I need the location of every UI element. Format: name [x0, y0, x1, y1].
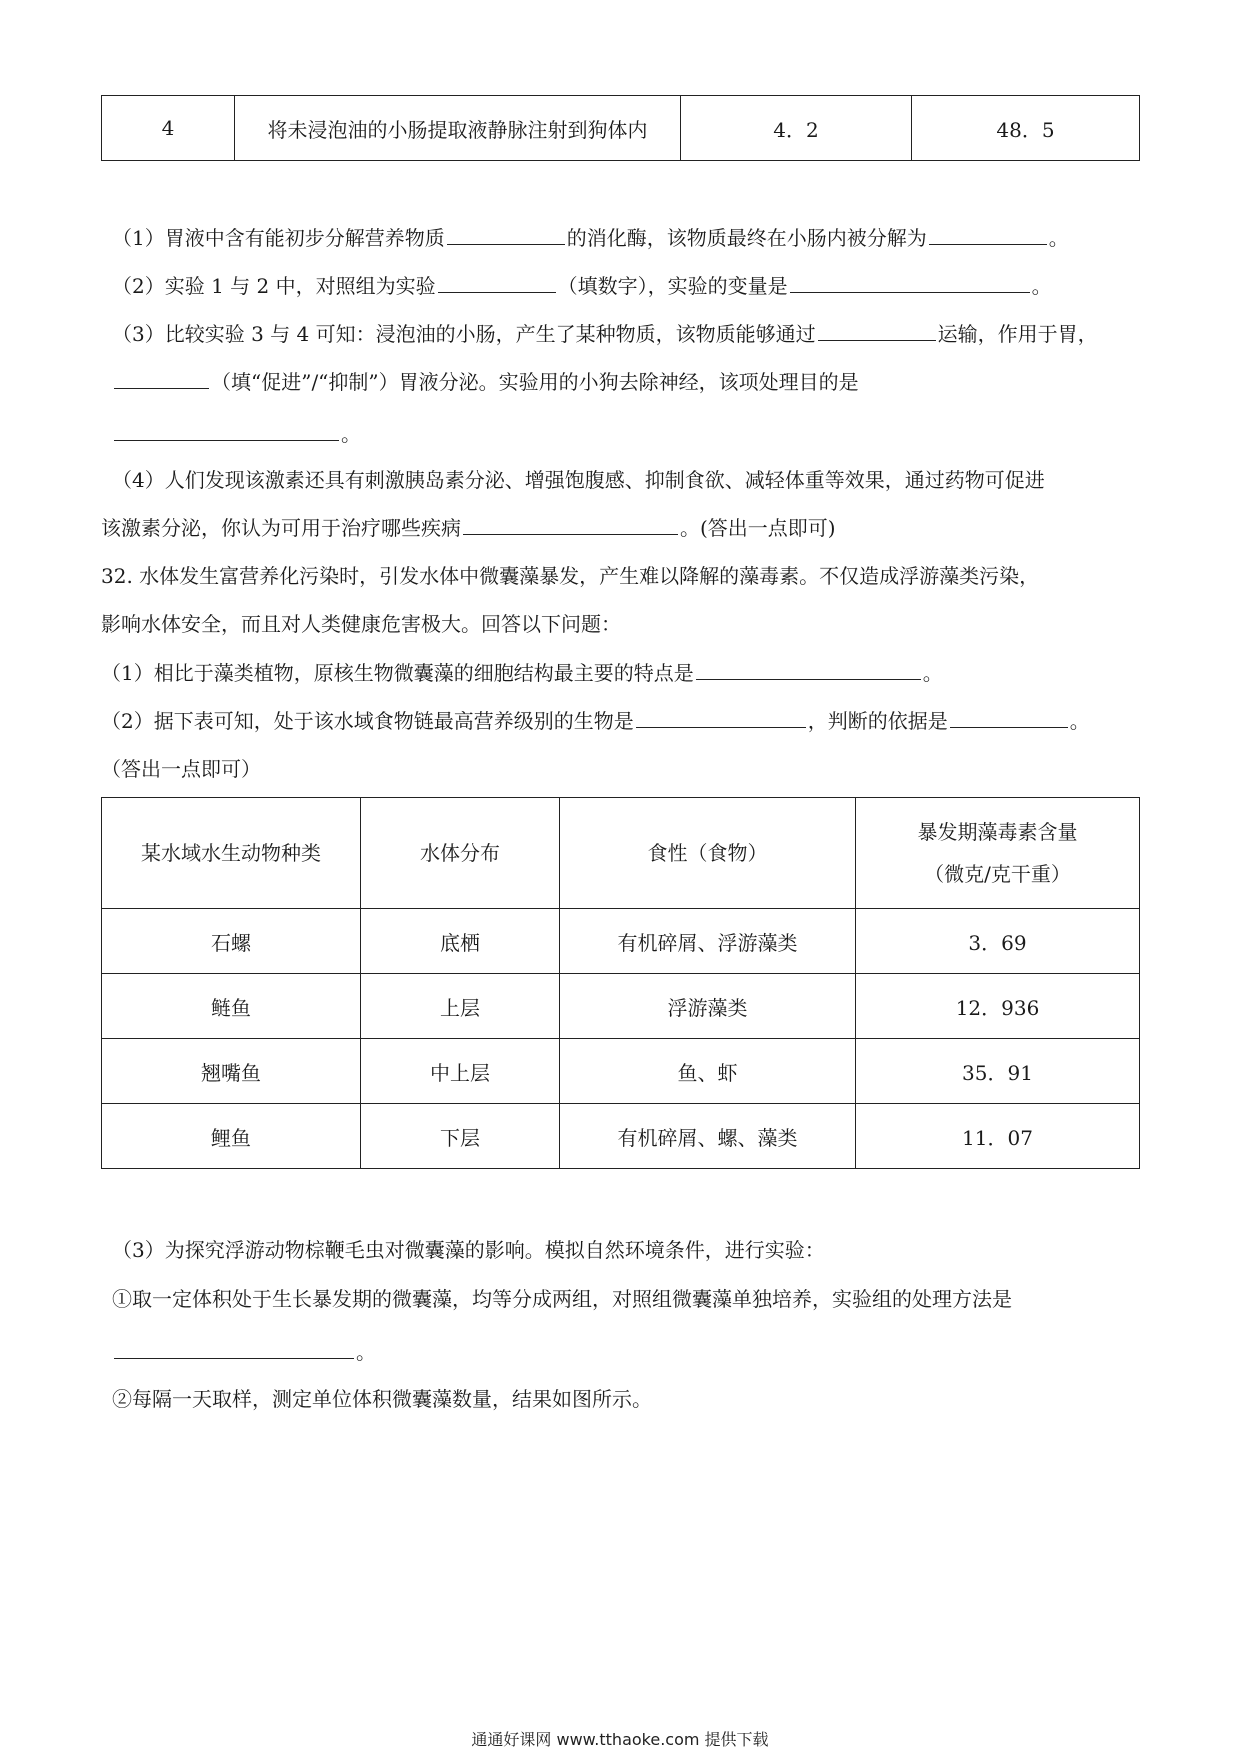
answer-blank[interactable]	[929, 222, 1047, 245]
q32-part3-step2: ②每隔一天取样，测定单位体积微囊藻数量，结果如图所示。	[112, 1387, 652, 1411]
q31-part3-end: 。	[112, 418, 361, 449]
answer-blank[interactable]	[438, 270, 556, 293]
table-cell: 中上层	[361, 1039, 560, 1104]
page-footer: 通通好课网 www.tthaoke.com 提供下载	[471, 1730, 769, 1749]
q31-part2: （2）实验 1 与 2 中，对照组为实验 （填数字），实验的变量是 。	[112, 270, 1052, 301]
q32-part2-note: （答出一点即可）	[101, 757, 261, 781]
q32-part2: （2）据下表可知，处于该水域食物链最高营养级别的生物是 ，判断的依据是 。	[101, 705, 1090, 736]
q31-part3-cont: （填“促进”/“抑制”）胃液分泌。实验用的小狗去除神经，该项处理目的是	[112, 366, 859, 397]
q32-intro-cont: 影响水体安全，而且对人类健康危害极大。回答以下问题：	[101, 612, 621, 636]
q32-part3: （3）为探究浮游动物棕鞭毛虫对微囊藻的影响。模拟自然环境条件，进行实验：	[112, 1238, 825, 1262]
table-cell: 底栖	[361, 909, 560, 974]
table-row	[102, 1039, 1140, 1104]
q32-part3-step1: ①取一定体积处于生长暴发期的微囊藻，均等分成两组，对照组微囊藻单独培养，实验组的处理方法是	[112, 1287, 1012, 1311]
answer-blank[interactable]	[114, 366, 209, 389]
q32-part1: （1）相比于藻类植物，原核生物微囊藻的细胞结构最主要的特点是 。	[101, 657, 943, 688]
answer-blank[interactable]	[114, 1336, 354, 1359]
toxin-table	[101, 797, 1140, 1169]
table-row	[102, 1104, 1140, 1169]
table-header-row	[102, 798, 1140, 909]
answer-blank[interactable]	[114, 418, 339, 441]
column-header: 食性（食物）	[560, 798, 856, 909]
table-row	[102, 909, 1140, 974]
column-header: 暴发期藻毒素含量 （微克/克干重）	[856, 798, 1140, 909]
table-cell: 有机碎屑、螺、藻类	[560, 1104, 856, 1169]
q32-part3-step1-cont: 。	[112, 1336, 376, 1367]
answer-blank[interactable]	[447, 222, 565, 245]
column-header: 水体分布	[361, 798, 560, 909]
table-cell: 鲢鱼	[102, 974, 361, 1039]
q31-part4-cont: 该激素分泌，你认为可用于治疗哪些疾病 。(答出一点即可)	[101, 512, 836, 543]
value-cell: 48．5	[912, 96, 1140, 161]
table-cell: 下层	[361, 1104, 560, 1169]
q31-part4: （4）人们发现该激素还具有刺激胰岛素分泌、增强饱腹感、抑制食欲、减轻体重等效果，通过药物可促进	[112, 468, 1045, 492]
table-cell: 3．69	[856, 909, 1140, 974]
table-cell: 浮游藻类	[560, 974, 856, 1039]
table-cell: 35．91	[856, 1039, 1140, 1104]
q31-part3: （3）比较实验 3 与 4 可知：浸泡油的小肠，产生了某种物质，该物质能够通过 运输，作用于胃，	[112, 318, 1098, 349]
column-header: 某水域水生动物种类	[102, 798, 361, 909]
table-cell: 上层	[361, 974, 560, 1039]
experiment-table	[101, 95, 1140, 161]
table-cell: 12．936	[856, 974, 1140, 1039]
table-cell: 翘嘴鱼	[102, 1039, 361, 1104]
experiment-method: 将未浸泡油的小肠提取液静脉注射到狗体内	[235, 96, 681, 161]
q32-intro: 32. 水体发生富营养化污染时，引发水体中微囊藻暴发，产生难以降解的藻毒素。不仅造成浮游藻类污染，	[101, 564, 1040, 588]
table-cell: 鱼、虾	[560, 1039, 856, 1104]
table-row	[102, 96, 1140, 161]
table-cell: 有机碎屑、浮游藻类	[560, 909, 856, 974]
value-cell: 4．2	[681, 96, 912, 161]
answer-blank[interactable]	[636, 705, 806, 728]
answer-blank[interactable]	[696, 657, 921, 680]
table-cell: 石螺	[102, 909, 361, 974]
table-row	[102, 974, 1140, 1039]
experiment-number: 4	[102, 96, 235, 161]
answer-blank[interactable]	[950, 705, 1068, 728]
q31-part1: （1）胃液中含有能初步分解营养物质 的消化酶，该物质最终在小肠内被分解为 。	[112, 222, 1069, 253]
answer-blank[interactable]	[790, 270, 1030, 293]
table-cell: 11．07	[856, 1104, 1140, 1169]
answer-blank[interactable]	[818, 318, 936, 341]
table-cell: 鲤鱼	[102, 1104, 361, 1169]
answer-blank[interactable]	[463, 512, 678, 535]
